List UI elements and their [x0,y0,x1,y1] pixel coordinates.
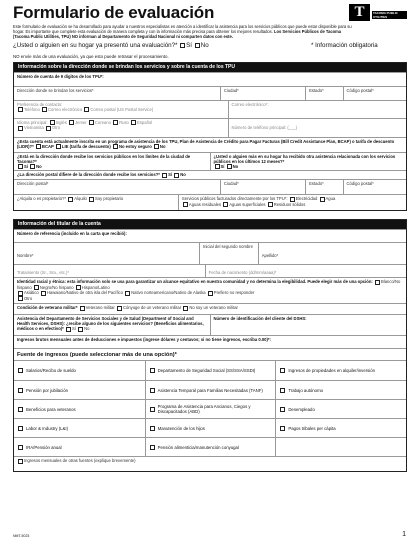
not-sure-checkbox[interactable] [113,144,118,149]
income-source-item[interactable]: Asistencia Temporal para Familias Necesitadas (TANF) [145,380,276,399]
income-source-item[interactable]: Manutención de los hijos [145,418,276,437]
income-source-item[interactable]: Pagos tribales per cápita [275,418,406,437]
income-source-item[interactable]: IRA/Pensión anual [14,437,145,456]
city-limits-question: ¿Está en la dirección donde recibe los servicios públicos en los límites de la ciudad de Tacoma?* Sí No [17,154,191,169]
intro-bold: Los Servicios Públicos de Tacoma (Tacoma Public Utilities, TPU) NO informan al Departamento de Seguridad Nacional ni comparten datos con este. [13,29,342,39]
mailing-state-field[interactable]: Estado* [305,180,342,194]
other-assistance-yes[interactable] [215,164,220,169]
income-sources-title: Fuente de ingresos (puede seleccionar más de una opción)* [14,348,406,360]
source-checkbox[interactable] [150,426,155,431]
lie-checkbox[interactable] [56,144,61,149]
page-title: Formulario de evaluación [13,3,215,22]
logo-letter: T [349,4,370,21]
primary-language: Idioma principal: Inglés Jemer Coreano Ruso Español Vietnamita Otro [17,120,153,131]
mailing-city-field[interactable]: Ciudad* [220,180,305,194]
income-source-item[interactable]: Labor & Industry (L&I) [14,418,145,437]
income-sources-grid [14,360,406,456]
account-number-field[interactable]: Número de cuenta de 9 dígitos de los TPU*: [17,74,104,79]
source-checkbox[interactable] [150,388,155,393]
intro-text: Este formulario de evaluación se ha desarrollado para ayudar a nuestros especialistas en atención a identificar la asistencia para los servicios públicos que puede estar disponible para su hogar. Es importante que complete esta evaluación de manera completa y con la información más precisa para obtener los mejores resultados. Los Servicios Públicos de Tacoma (Tacoma Public Utilities, TPU) NO informan al Departamento de Seguridad Nacional ni comparten datos con este. [13,24,352,39]
water-checkbox[interactable] [320,197,325,202]
first-name-field[interactable]: Nombre* [17,253,34,259]
city-field[interactable]: Ciudad* [220,87,305,100]
income-source-item[interactable]: Trabajo autónomo [275,380,406,399]
lang-russian-checkbox[interactable] [113,120,118,125]
tacoma-logo [349,4,407,21]
mailing-zip-field[interactable]: Código postal* [343,180,406,194]
income-source-item[interactable]: Programa de Asistencia para Ancianos, Ciegos y Discapacitados (ABD) [145,399,276,418]
own-checkbox[interactable] [89,197,94,202]
mailing-differs-question: ¿La dirección postal difiere de la dirección donde recibe los servicios?* Sí No [17,172,186,178]
previous-submission-question: ¿Usted o alguien en su hogar ya presentó una evaluación?* Sí No * Información obligatoria [13,42,378,49]
wastewater-checkbox[interactable] [183,202,188,207]
other-income-checkbox[interactable] [18,459,23,464]
city-limits-yes[interactable] [18,164,23,169]
other-assistance-question: ¿Usted o alguien más en su hogar ha recibido otra asistencia relacionada con los servicios públicos en los últimos 12 meses?* Sí No [210,153,407,170]
billed-services-question: Servicios públicos facturados directamente por los TPU*: Electricidad Agua Aguas residuales Aguas superficiales Residuos sólidos [178,195,406,210]
source-checkbox[interactable] [280,368,285,373]
header [13,4,407,22]
source-checkbox[interactable] [150,368,155,373]
source-checkbox[interactable] [18,388,23,393]
lang-korean-checkbox[interactable] [89,120,94,125]
service-section-title: Información sobre la dirección donde se brindan los servicios y sobre la cuenta de los TPU [14,63,406,72]
email-checkbox[interactable] [42,107,47,112]
race-pacific[interactable] [41,291,46,296]
race-white[interactable] [375,280,380,285]
contact-preference: Preferencia de contacto: Teléfono Correo electrónico Correo postal (US Postal Service) [17,102,154,112]
income-source-item [275,437,406,456]
income-source-item[interactable]: Desempleado [275,399,406,418]
program-no-checkbox[interactable] [154,144,159,149]
state-field[interactable]: Estado* [305,87,342,100]
phone-field[interactable]: Número de teléfono principal: (___) [228,119,406,137]
source-checkbox[interactable] [18,426,23,431]
monthly-income-field[interactable]: Ingresos brutos mensuales antes de deducciones e impuestos (ingrese dólares y centavos; si no tiene ingresos, escriba 0.00)*: [17,337,271,343]
income-source-item[interactable]: Salarios/Recibo de sueldo [14,361,145,380]
salutation-field[interactable]: Tratamiento (Sr., Sra., etc.)* [17,270,69,276]
last-name-field[interactable]: Apellido* [258,243,406,264]
source-checkbox[interactable] [280,388,285,393]
dshs-no[interactable] [78,327,83,332]
assistance-program-question: ¿Esta cuenta está actualmente inscrita en un programa de asistencia de los TPU, Plan de Asistencia de Crédito para Pagar Facturas (Bill Credit Assistance Plan, BCAP) o tarifa de descuento (LIDR)?* BCAP LIE (tarifa de descuento) No estoy seguro No [17,139,395,149]
submission-note: NO envíe más de una evaluación, ya que esto puede retrasar el procesamiento. [13,54,169,59]
phone-checkbox[interactable] [18,107,23,112]
lang-other-checkbox[interactable] [46,126,51,131]
income-source-item[interactable]: Ingresos de propiedades en alquiler/inversión [275,361,406,380]
source-checkbox[interactable] [18,407,23,412]
veteran-checkbox[interactable] [80,306,85,311]
mail-checkbox[interactable] [84,107,89,112]
military-question: Condición de veterano militar* Veterano militar Cónyuge de un veterano militar No soy un veterano militar [17,305,238,311]
bcap-checkbox[interactable] [36,144,41,149]
mailing-address-field[interactable]: Dirección postal* [17,181,49,187]
logo-text: TACOMA PUBLIC UTILITIES [372,11,407,19]
dob-field[interactable]: Fecha de nacimiento (dd/mm/aaaa)* [205,265,406,277]
city-limits-no[interactable] [30,164,35,169]
holder-section-title: Información del titular de la cuenta [14,220,406,229]
dshs-id-field[interactable]: Número de identificación del cliente del DSHS: [210,315,407,335]
email-field[interactable]: Correo electrónico*: [228,101,406,118]
yes-checkbox[interactable] [180,43,185,48]
race-other[interactable] [18,296,23,301]
service-section [13,62,407,211]
race-asian[interactable] [18,291,23,296]
dshs-yes[interactable] [66,327,71,332]
income-source-item[interactable]: Beneficios para veteranos [14,399,145,418]
surface-water-checkbox[interactable] [223,202,228,207]
other-income-field[interactable]: Ingresos mensuales de otras fuentes (explique brevemente) [14,457,406,471]
form-code: NMT-5023 [13,534,30,538]
required-note: * Información obligatoria [311,42,378,49]
holder-section [13,219,407,472]
other-assistance-no[interactable] [227,164,232,169]
veteran-spouse-checkbox[interactable] [117,306,122,311]
service-address-field[interactable]: Dirección donde se brindan los servicios* [17,88,94,93]
rent-checkbox[interactable] [68,197,73,202]
page-number: 1 [402,531,406,538]
reference-number-field[interactable]: Número de referencia (incluido en la carta que recibió): [17,231,127,237]
mailing-no[interactable] [174,173,179,178]
middle-initial-field[interactable]: Inicial del segundo nombre [199,243,258,264]
no-checkbox[interactable] [195,43,200,48]
race-no-answer[interactable] [208,291,213,296]
source-checkbox[interactable] [150,407,155,412]
source-checkbox[interactable] [280,407,285,412]
rent-own-question: ¿Alquila o es propietario?* Alquilo Soy propietario [17,196,124,202]
source-checkbox[interactable] [280,426,285,431]
race-question: Identidad racial y étnica: esta información solo se usa para garantizar un alcance equitativo en nuestra comunidad y no determina la elegibilidad. Puede elegir más de una opción: Blanco/No hispano Negro/No hispano Hispano/Latino Asiático Hawaiano/Nativo de otra isla del Pacífico Nativo norteamericano/Nativo de Alaska Prefiero no responder Otro [17,279,401,301]
race-native[interactable] [125,291,130,296]
income-source-item[interactable]: Departamento de Seguridad Social (SS/SSA/SSDI) [145,361,276,380]
lang-khmer-checkbox[interactable] [69,120,74,125]
dshs-question: Asistencia del Departamento de Servicios Sociales y de Salud (Department of Social and Health Services, DSHS): ¿recibe alguno de los siguientes servicios? (Beneficios alimentarios, médicos o en efectivo)* Sí No [17,316,204,332]
income-source-item[interactable]: Pensión por jubilación [14,380,145,399]
solid-waste-checkbox[interactable] [268,202,273,207]
income-source-item[interactable]: Pensión alimenticia/manutención conyugal [145,437,276,456]
lang-vietnamese-checkbox[interactable] [18,126,23,131]
not-veteran-checkbox[interactable] [183,306,188,311]
source-checkbox[interactable] [150,445,155,450]
source-checkbox[interactable] [18,368,23,373]
lang-spanish-checkbox[interactable] [131,120,136,125]
source-checkbox[interactable] [18,445,23,450]
zip-field[interactable]: Código postal* [343,87,406,100]
mailing-yes[interactable] [162,173,167,178]
